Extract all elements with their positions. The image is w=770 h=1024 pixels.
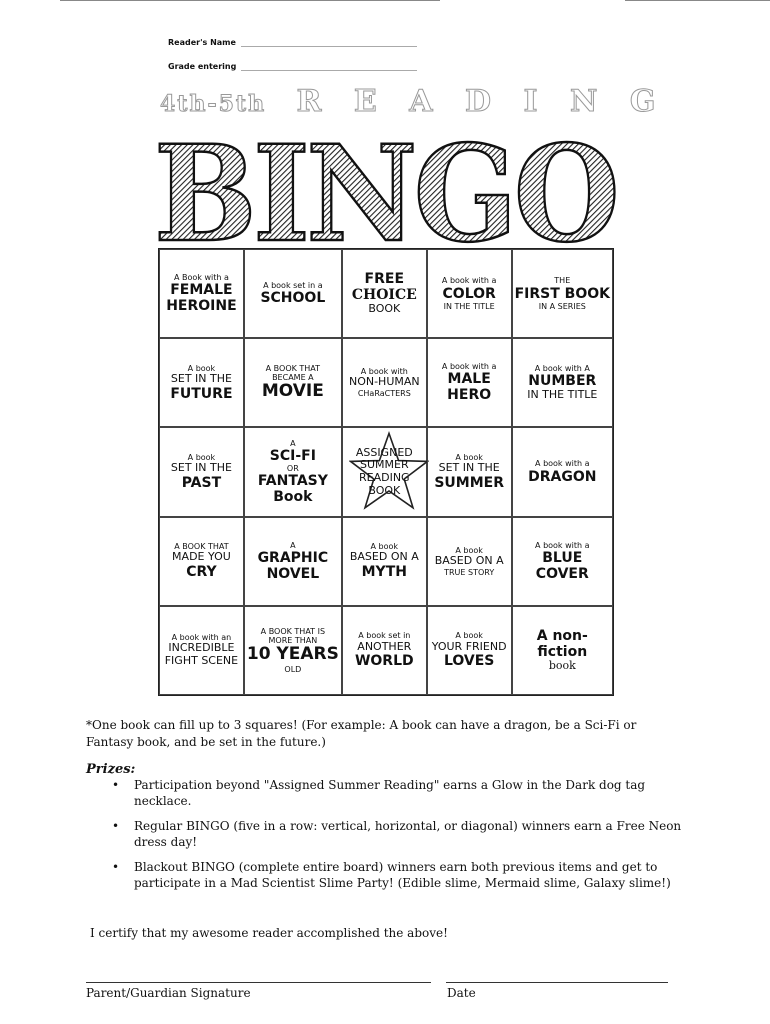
bingo-square[interactable] [244, 427, 342, 516]
prize-item: • Regular BINGO (five in a row: vertical, horizontal, or diagonal) winners earn a Free Neon dress day! [112, 819, 682, 850]
bingo-square[interactable] [159, 427, 244, 516]
square-text: IN THE TITLE [527, 388, 598, 402]
square-text: OLD [284, 664, 302, 674]
readers-name-field[interactable] [168, 38, 417, 47]
square-text: CHaRaCTERS [357, 389, 411, 399]
bingo-square[interactable] [342, 249, 427, 338]
grade-entering-line[interactable] [241, 62, 417, 71]
square-text: THE [554, 276, 571, 286]
date-label: Date [447, 986, 476, 1000]
square-text: A book [187, 453, 216, 463]
square-text: FUTURE [170, 385, 233, 402]
square-text: A BOOK THAT IS [260, 626, 326, 636]
prize-item: • Participation beyond "Assigned Summer Reading" earns a Glow in the Dark dog tag necklace. [112, 778, 682, 809]
square-text: MALE [447, 371, 491, 388]
square-text: CRY [186, 564, 217, 581]
square-text: ASSIGNED [355, 445, 413, 459]
bingo-square[interactable] [244, 249, 342, 338]
grade-choice: G [629, 84, 658, 119]
square-text: BOOK [368, 483, 401, 497]
square-text: TRUE STORY [444, 567, 495, 577]
readers-name-label: Reader's Name [168, 38, 236, 47]
bingo-square[interactable] [512, 427, 613, 516]
square-text: A book with a [441, 276, 497, 286]
top-rule-right [625, 0, 770, 1]
square-text: COLOR [442, 285, 496, 302]
bingo-square[interactable] [342, 517, 427, 606]
bingo-square[interactable] [159, 249, 244, 338]
square-text: SCI-FI [269, 447, 316, 464]
square-text: SET IN THE [170, 461, 232, 475]
certify-statement: I certify that my awesome reader accomplished the above! [90, 926, 448, 940]
square-text: A book [455, 631, 483, 641]
square-text: PAST [181, 474, 222, 491]
square-text: A book [187, 363, 216, 373]
square-text: OR [286, 463, 299, 473]
square-text: A book with [360, 367, 408, 377]
bingo-square[interactable] [244, 338, 342, 427]
square-text: FEMALE [170, 282, 233, 299]
square-text: DRAGON [528, 468, 597, 485]
square-text: Book [273, 489, 313, 506]
grade-choice: N [569, 84, 600, 119]
square-text: INCREDIBLE [168, 641, 235, 655]
bingo-square[interactable] [342, 338, 427, 427]
grade-choice: 4th-5th [160, 91, 267, 117]
square-text: FANTASY [257, 473, 328, 490]
square-text: A BOOK THAT [265, 363, 321, 373]
square-text: book [548, 659, 576, 673]
square-text: BASED ON A [349, 550, 419, 564]
signature-label: Parent/Guardian Signature [86, 986, 251, 1000]
square-text: FIGHT SCENE [164, 653, 239, 667]
square-text: HEROINE [166, 298, 237, 315]
square-text: MORE THAN [268, 636, 318, 646]
square-text: SUMMER [434, 474, 504, 491]
square-text: MYTH [361, 564, 407, 581]
square-text: BECAME A [272, 373, 314, 383]
square-text: IN A SERIES [538, 301, 586, 311]
grade-entering-field[interactable] [168, 62, 417, 71]
square-text: A [290, 540, 296, 550]
bingo-square[interactable] [342, 606, 427, 695]
square-text: A book with a [535, 459, 590, 469]
square-text: ANOTHER [357, 639, 412, 653]
square-text: A book with A [534, 363, 590, 373]
bingo-square[interactable] [427, 338, 512, 427]
square-text: A book [455, 545, 483, 555]
bingo-square[interactable] [512, 249, 613, 338]
bingo-square[interactable] [512, 338, 613, 427]
square-text: SET IN THE [170, 372, 232, 386]
square-text: HERO [447, 387, 492, 404]
grade-choice: R [296, 84, 324, 119]
bingo-square[interactable] [427, 606, 512, 695]
grade-choices [160, 84, 658, 120]
bingo-square[interactable] [159, 338, 244, 427]
square-text: A non- [536, 627, 588, 644]
square-text: MOVIE [261, 381, 324, 402]
grade-choice: D [464, 84, 493, 119]
square-text: FIRST BOOK [514, 285, 610, 302]
signature-line[interactable] [86, 982, 431, 983]
bingo-square[interactable] [427, 427, 512, 516]
square-text: A [290, 438, 296, 448]
square-text: SUMMER [359, 458, 409, 472]
bingo-title-text: BINGO [154, 136, 616, 251]
square-text: WORLD [354, 653, 414, 670]
square-text: FREE [364, 271, 405, 288]
square-text: A book with a [535, 540, 590, 550]
square-text: A book set in [358, 631, 411, 641]
square-text: BASED ON A [434, 553, 504, 567]
bingo-square[interactable] [512, 517, 613, 606]
square-text: READING [358, 470, 410, 484]
square-text: LOVES [443, 653, 495, 670]
bingo-title [150, 136, 620, 251]
bingo-square[interactable] [244, 517, 342, 606]
square-text: SCHOOL [260, 290, 326, 307]
square-text: BOOK [368, 302, 401, 316]
square-text: A Book with a [173, 272, 229, 282]
grade-choice: I [523, 84, 540, 119]
bingo-square-assigned[interactable] [342, 427, 427, 516]
square-text: NON-HUMAN [348, 375, 420, 389]
square-text: A book [370, 542, 399, 552]
square-text: A book with an [171, 633, 232, 643]
square-text: BLUE [542, 549, 583, 566]
bingo-square[interactable] [427, 517, 512, 606]
prizes-list [112, 778, 682, 902]
square-text: NUMBER [528, 373, 597, 390]
bingo-square[interactable] [244, 606, 342, 695]
square-text: COVER [535, 565, 589, 582]
square-text: IN THE TITLE [443, 301, 495, 311]
top-rule-left [60, 0, 440, 1]
prize-item: • Blackout BINGO (complete entire board) winners earn both previous items and get to participate in a Mad Scientist Slime Party! (Edible slime, Mermaid slime, Galaxy slime!) [112, 860, 682, 891]
square-text: 10 YEARS [246, 644, 339, 665]
square-text: CHOICE [351, 287, 417, 304]
square-text: MADE YOU [172, 550, 231, 564]
square-text: NOVEL [266, 565, 320, 582]
grade-entering-label: Grade entering [168, 62, 237, 71]
prizes-heading: Prizes: [86, 762, 136, 777]
square-text: A book [455, 453, 483, 463]
square-text: A BOOK THAT [174, 542, 229, 552]
bingo-square[interactable] [512, 606, 613, 695]
square-text: A book with a [441, 362, 497, 372]
rules-note: *One book can fill up to 3 squares! (For example: A book can have a dragon, be a Sci-Fi or Fantasy book, and be set in the future.) [86, 718, 637, 750]
square-text: fiction [537, 644, 588, 661]
bingo-square[interactable] [159, 606, 244, 695]
grade-choice: E [353, 84, 379, 119]
date-line[interactable] [446, 982, 668, 983]
square-text: YOUR FRIEND [431, 639, 507, 653]
square-text: GRAPHIC [257, 549, 329, 566]
bingo-board [158, 248, 614, 696]
bingo-square[interactable] [159, 517, 244, 606]
square-text: SET IN THE [438, 461, 500, 475]
grade-choice: A [409, 84, 435, 119]
bingo-square[interactable] [427, 249, 512, 338]
square-text: A book set in a [263, 280, 323, 290]
readers-name-line[interactable] [241, 38, 417, 47]
